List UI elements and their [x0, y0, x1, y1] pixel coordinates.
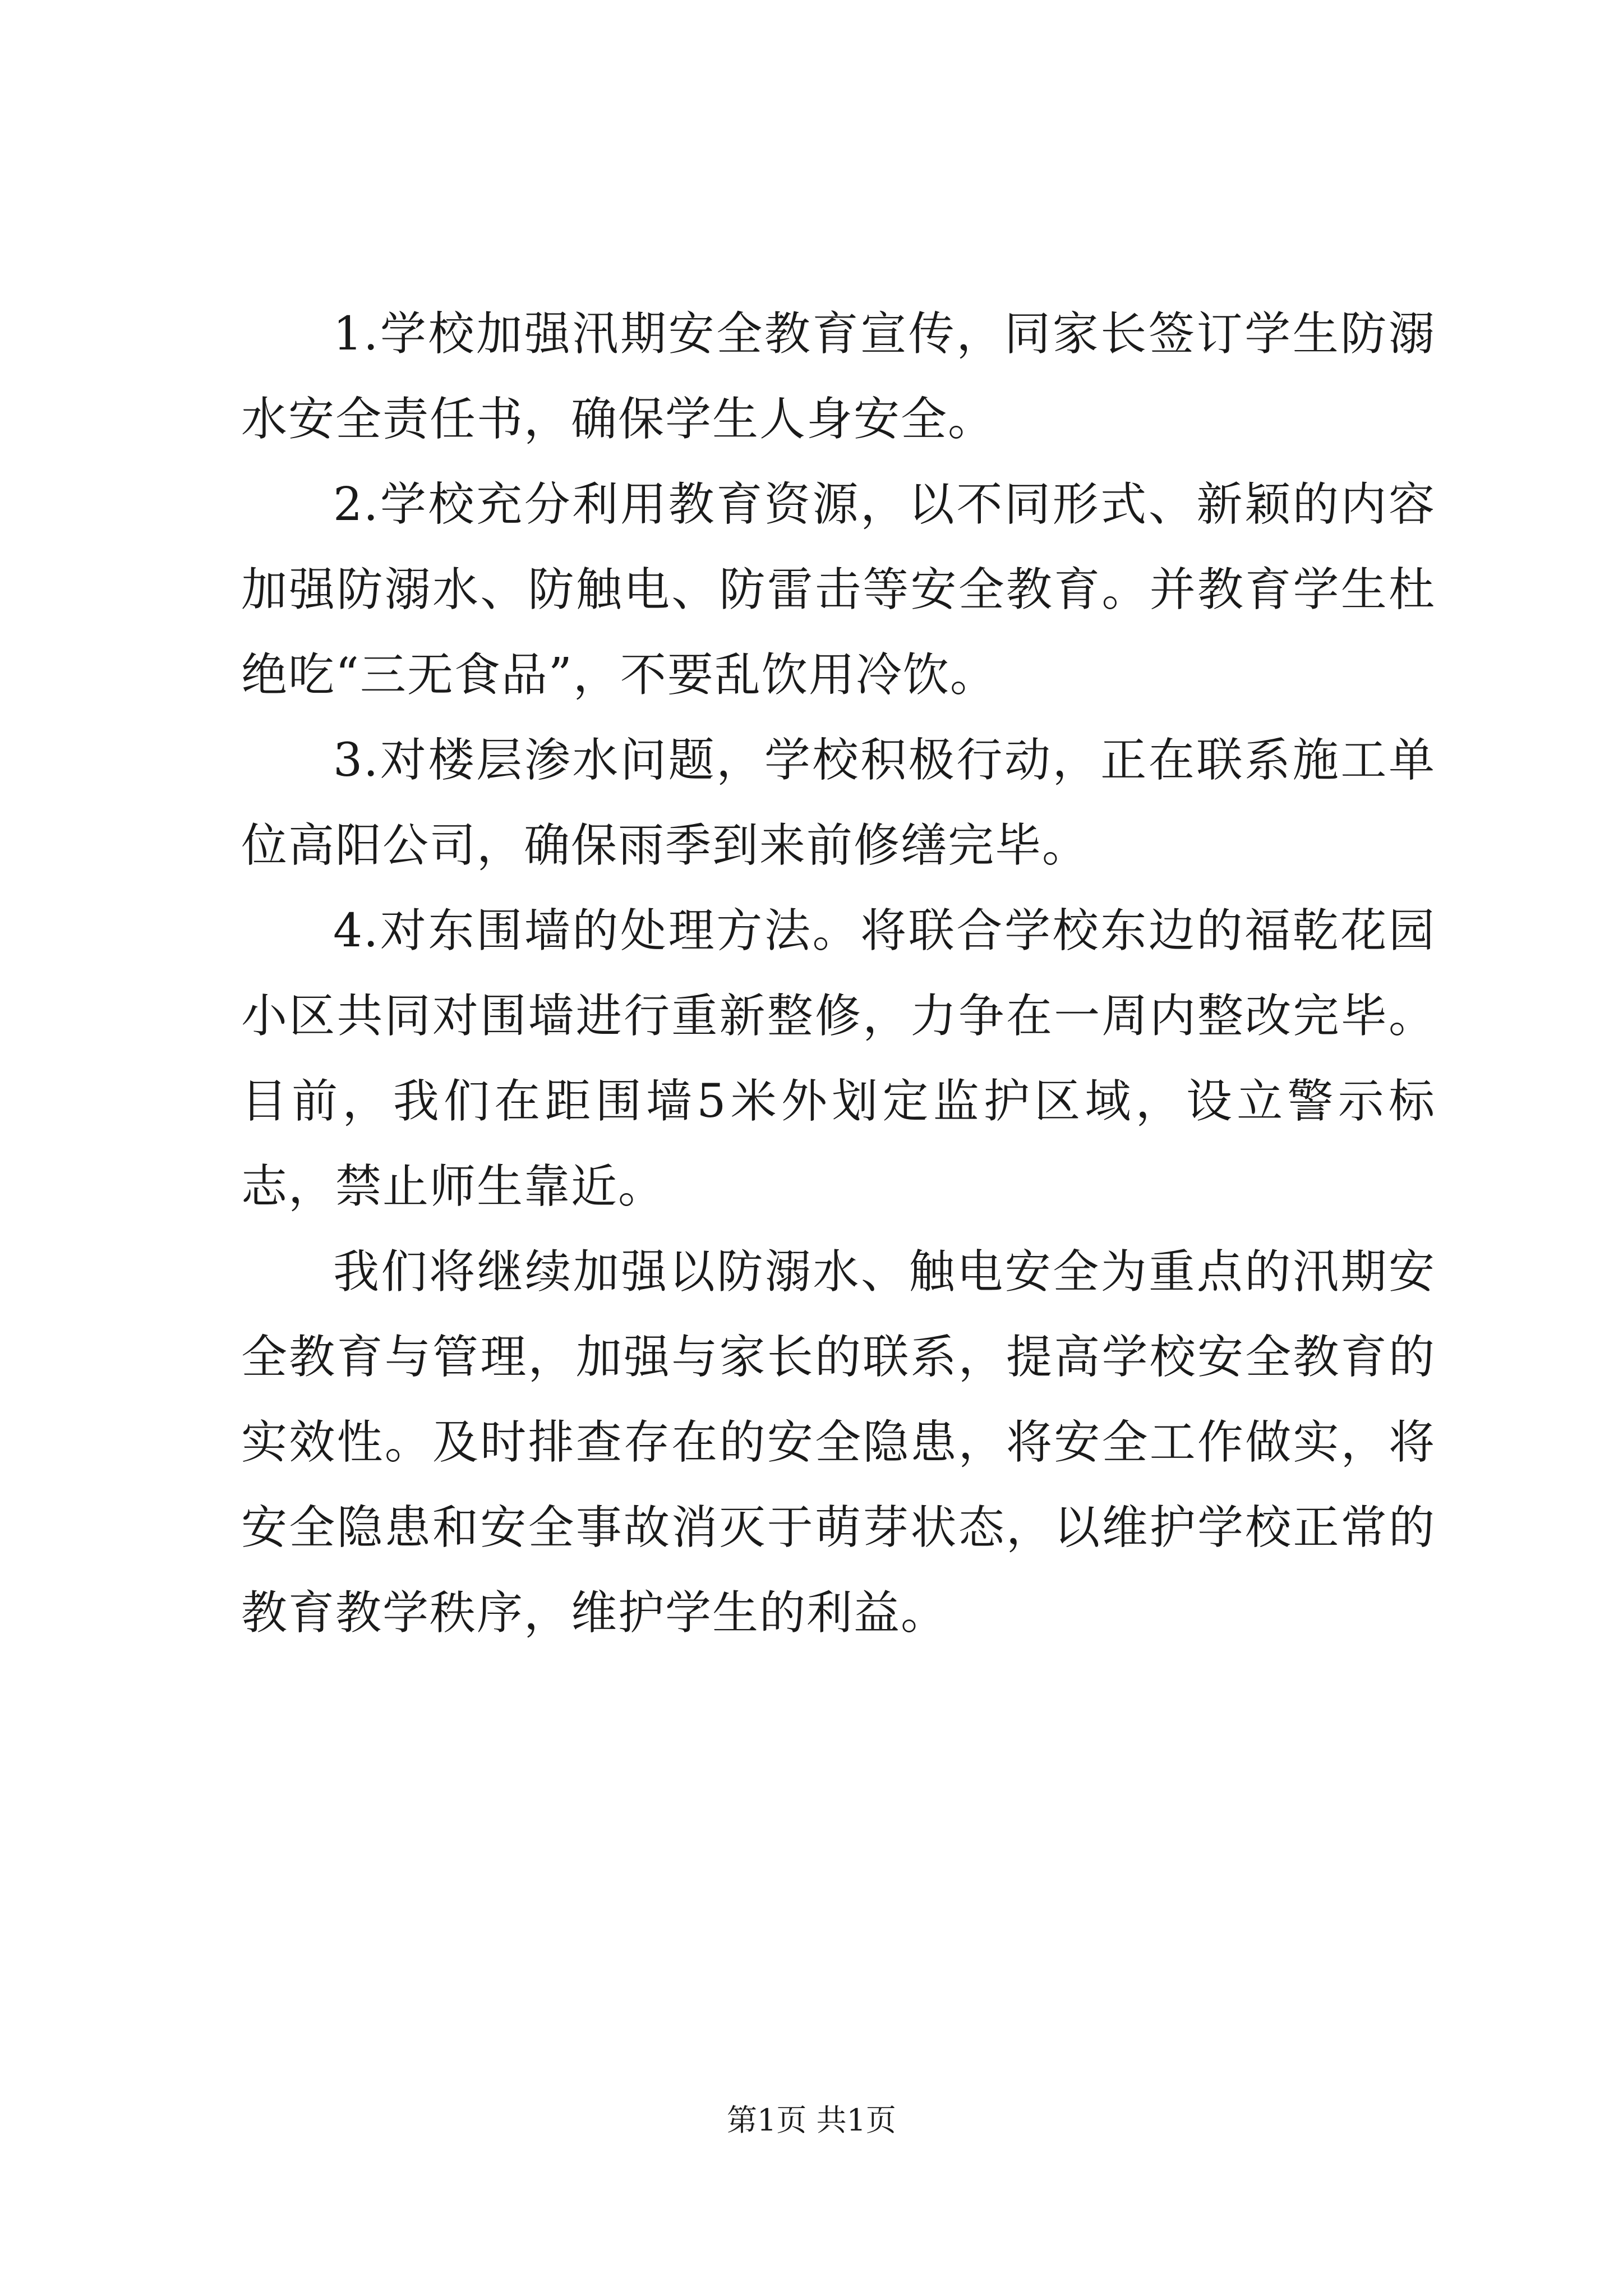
document-body: [241, 292, 1436, 1656]
paragraph-item-1: 1.学校加强汛期安全教育宣传，同家长签订学生防溺水安全责任书，确保学生人身安全。: [241, 307, 1436, 446]
page-number-label: 第1页 共1页: [727, 2102, 896, 2138]
paragraph-conclusion: 我们将继续加强以防溺水、触电安全为重点的汛期安全教育与管理，加强与家长的联系，提高学校安全教育的实效性。及时排查存在的安全隐患，将安全工作做实，将安全隐患和安全事故消灭于萌芽状态，以维护学校正常的教育教学秩序，维护学生的利益。: [241, 1245, 1436, 1640]
paragraph-item-2: 2.学校充分利用教育资源，以不同形式、新颖的内容加强防溺水、防触电、防雷击等安全教育。并教育学生杜绝吃“三无食品”，不要乱饮用冷饮。: [241, 478, 1436, 702]
paragraph-item-4: 4.对东围墙的处理方法。将联合学校东边的福乾花园小区共同对围墙进行重新整修，力争在一周内整改完毕。目前，我们在距围墙5米外划定监护区域，设立警示标志，禁止师生靠近。: [241, 904, 1436, 1213]
paragraph-item-3: 3.对楼层渗水问题，学校积极行动，正在联系施工单位高阳公司，确保雨季到来前修缮完毕。: [241, 734, 1436, 872]
page-footer: [0, 2098, 1623, 2143]
